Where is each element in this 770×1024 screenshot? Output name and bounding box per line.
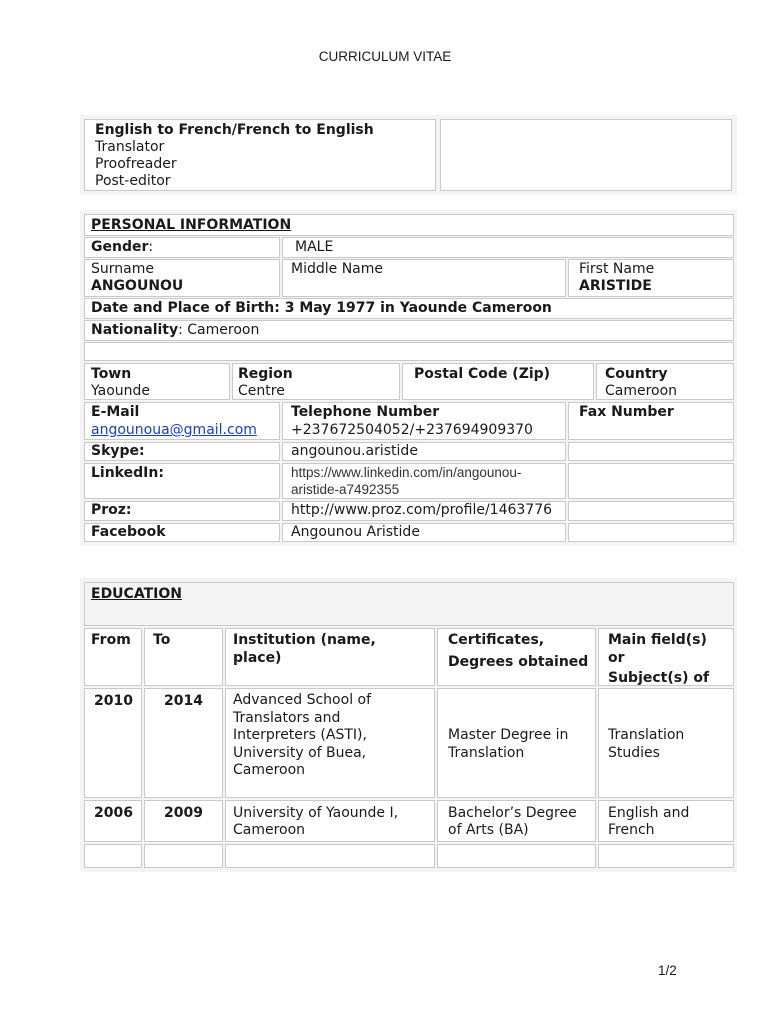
edu-header-field-line1: Main field(s): [608, 632, 707, 648]
linkedin-url-line2[interactable]: aristide-a7492355: [291, 482, 400, 497]
edu-row3-institution-cell: [225, 844, 435, 868]
country-label: Country: [605, 366, 668, 382]
gender-value-cell: [282, 237, 734, 258]
proz-label: Proz:: [91, 502, 132, 518]
edu-header-certificates-line2: Degrees obtained: [448, 654, 589, 670]
edu-header-certificates-line1: Certificates,: [448, 632, 545, 648]
facebook-label: Facebook: [91, 524, 166, 540]
edu-header-institution-line2: place): [233, 650, 282, 666]
edu-header-to: To: [153, 632, 171, 648]
region-value: Centre: [238, 383, 285, 399]
email-link[interactable]: angounoua@gmail.com: [91, 422, 257, 438]
edu-row1-institution-line2: Translators and: [233, 710, 341, 726]
edu-row1-field-line2: Studies: [608, 745, 660, 761]
role-post-editor: Post-editor: [95, 173, 171, 189]
edu-row2-degree-line2: of Arts (BA): [448, 822, 529, 838]
edu-row1-institution-line4: University of Buea,: [233, 745, 367, 761]
postal-code-label: Postal Code (Zip): [414, 366, 551, 382]
facebook-empty-cell: [568, 523, 734, 542]
nationality-value: : Cameroon: [178, 322, 260, 338]
education-section-title: EDUCATION: [91, 586, 182, 602]
nationality-label: Nationality: [91, 322, 179, 338]
skype-empty-cell: [568, 442, 734, 461]
town-value: Yaounde: [91, 383, 151, 399]
nationality: [91, 322, 259, 339]
linkedin-empty-cell: [568, 463, 734, 499]
surname-value: ANGOUNOU: [91, 278, 184, 294]
role-translator: Translator: [95, 139, 165, 155]
edu-row3-to-cell: [144, 844, 223, 868]
proz-url[interactable]: http://www.proz.com/profile/1463776: [291, 502, 553, 518]
first-name-value: ARISTIDE: [579, 278, 652, 294]
gender-label: [91, 239, 153, 256]
region-label: Region: [238, 366, 293, 382]
first-name-label: First Name: [579, 261, 655, 277]
gender-label-text: Gender: [91, 239, 149, 255]
phone-value: +237672504052/+237694909370: [291, 422, 533, 438]
edu-row1-institution-line5: Cameroon: [233, 762, 306, 778]
edu-row2-from: 2006: [94, 805, 133, 821]
gender-colon: :: [148, 239, 154, 255]
role-proofreader: Proofreader: [95, 156, 177, 172]
linkedin-url-line1[interactable]: https://www.linkedin.com/in/angounou-: [291, 465, 522, 480]
edu-row3-from-cell: [84, 844, 142, 868]
edu-row2-institution-line1: University of Yaounde I,: [233, 805, 399, 821]
skype-value: angounou.aristide: [291, 443, 418, 459]
edu-row1-from: 2010: [94, 693, 133, 709]
edu-row2-degree-line1: Bachelor’s Degree: [448, 805, 577, 821]
skype-label: Skype:: [91, 443, 145, 459]
edu-row1-to: 2014: [164, 693, 203, 709]
linkedin-label: LinkedIn:: [91, 465, 164, 481]
edu-row2-to: 2009: [164, 805, 203, 821]
personal-section-title: PERSONAL INFORMATION: [91, 217, 292, 233]
edu-header-field-line2: or: [608, 650, 625, 666]
document-title: CURRICULUM VITAE: [318, 49, 452, 64]
edu-row2-field-line2: French: [608, 822, 655, 838]
facebook-value: Angounou Aristide: [291, 524, 420, 540]
edu-row1-degree-line2: Translation: [448, 745, 525, 761]
phone-label: Telephone Number: [291, 404, 440, 420]
edu-row1-degree-line1: Master Degree in: [448, 727, 569, 743]
edu-row1-institution-line3: Interpreters (ASTI),: [233, 727, 367, 743]
country-value: Cameroon: [605, 383, 678, 399]
edu-header-institution-line1: Institution (name,: [233, 632, 376, 648]
gender-value: MALE: [295, 239, 334, 255]
fax-label: Fax Number: [579, 404, 674, 420]
edu-row2-field-line1: English and: [608, 805, 690, 821]
edu-row2-institution-line2: Cameroon: [233, 822, 306, 838]
edu-header-field-line3: Subject(s) of: [608, 670, 710, 686]
edu-header-from: From: [91, 632, 131, 648]
birth-info: Date and Place of Birth: 3 May 1977 in Yaounde Cameroon: [91, 300, 552, 316]
empty-row-cell: [84, 342, 734, 361]
edu-row1-field-line1: Translation: [608, 727, 685, 743]
edu-row3-field-cell: [598, 844, 734, 868]
edu-row3-degree-cell: [437, 844, 596, 868]
middle-name-label: Middle Name: [291, 261, 383, 277]
header-right-cell: [440, 119, 732, 191]
town-label: Town: [91, 366, 132, 382]
headline: English to French/French to English: [95, 122, 374, 138]
edu-row1-institution-line1: Advanced School of: [233, 692, 372, 708]
surname-label: Surname: [91, 261, 154, 277]
proz-empty-cell: [568, 501, 734, 521]
page-number: 1/2: [658, 963, 677, 978]
email-label: E-Mail: [91, 404, 140, 420]
